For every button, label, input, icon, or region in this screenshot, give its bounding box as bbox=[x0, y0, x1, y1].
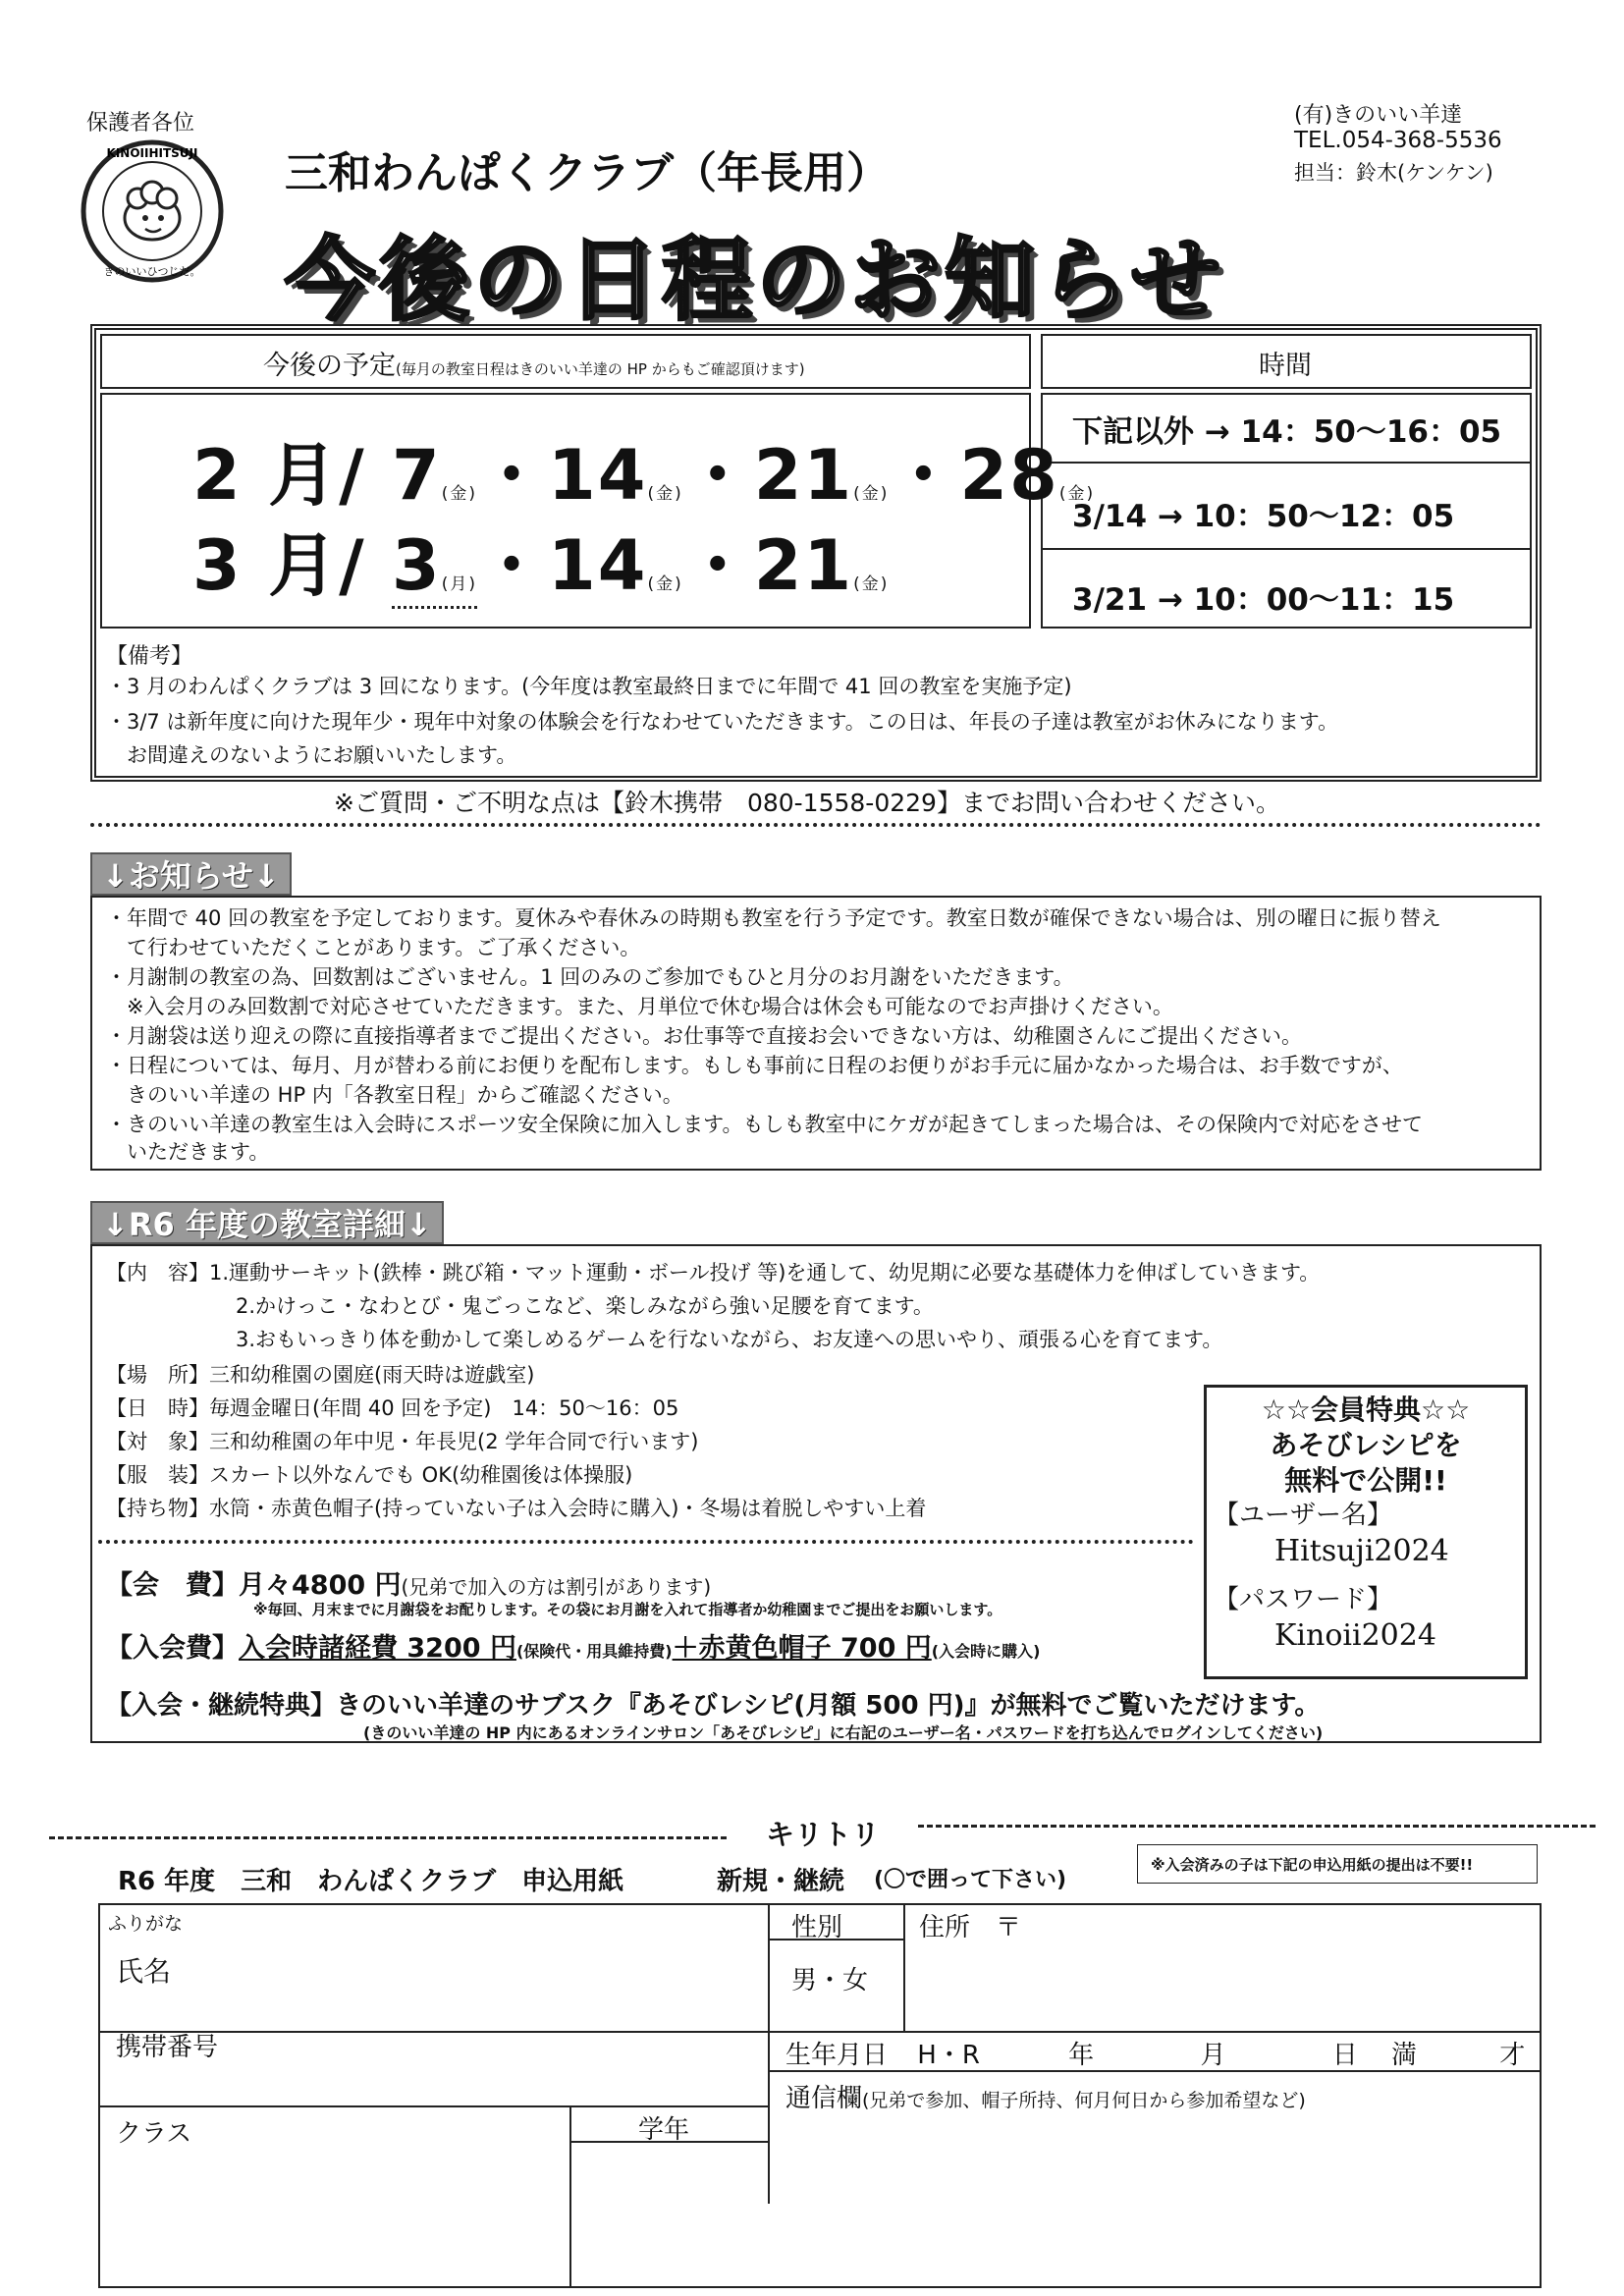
company-logo bbox=[79, 137, 226, 285]
entry-fee-row: 【入会費】入会時諸経費 3200 円(保険代・用具維持費)＋赤黄色帽子 700 円(入会時に購入) bbox=[106, 1633, 1041, 1664]
schedule-note: (毎月の教室日程はきのいい羊達の HP からもご確認頂けます) bbox=[396, 360, 805, 378]
content-line: 2.かけっこ・なわとび・鬼ごっこなど、楽しみながら強い足腰を育てます。 bbox=[236, 1294, 934, 1318]
contact-person: 担当：鈴木(ケンケン) bbox=[1294, 161, 1493, 185]
form-type: 新規・継続 bbox=[717, 1867, 845, 1896]
comm-note: (兄弟で参加、帽子所持、何月何日から参加希望など) bbox=[862, 2090, 1306, 2111]
sheep-logo-icon bbox=[79, 137, 226, 285]
content-label: 【内 容】 bbox=[106, 1261, 209, 1285]
notice-line: ・月謝袋は送り迎えの際に直接指導者までご提出ください。お仕事等で直接お会いできない方は、幼稚園さんにご提出ください。 bbox=[106, 1024, 1302, 1048]
notice-line: ・きのいい羊達の教室生は入会時にスポーツ安全保険に加入します。もしも教室中にケガが起きてしまった場合は、その保険内で対応をさせて bbox=[106, 1113, 1424, 1136]
time-default: 下記以外 → 14：50〜16：05 bbox=[1072, 414, 1502, 450]
address-field[interactable] bbox=[905, 1941, 1540, 2029]
remark-3: お間違えのないようにお願いいたします。 bbox=[106, 743, 517, 767]
member-line: あそびレシピを bbox=[1270, 1429, 1462, 1461]
member-line: ☆☆会員特典☆☆ bbox=[1261, 1394, 1471, 1426]
feb-month: 2 月/ bbox=[192, 435, 366, 516]
date-feb-7: 7(金) bbox=[392, 435, 478, 516]
notice-line: ・月謝制の教室の為、回数割はございません。1 回のみのご参加でもひと月分のお月謝をいただきます。 bbox=[106, 965, 1074, 989]
divider bbox=[90, 823, 1542, 827]
form-notice: ※入会済みの子は下記の申込用紙の提出は不要!! bbox=[1151, 1856, 1474, 1874]
date-mar-3: 3(月) bbox=[392, 525, 477, 609]
svg-text:KINOIIHITSUJI: KINOIIHITSUJI bbox=[106, 146, 198, 160]
cut-line-left bbox=[49, 1836, 727, 1839]
notice-line: ※入会月のみ回数割で対応させていただきます。また、月単位で休む場合は休会も可能なのでお声掛けください。 bbox=[106, 995, 1173, 1018]
content-line: 3.おもいっきり体を動かして楽しめるゲームを行ないながら、お友達への思いやり、頑張る心を育てます。 bbox=[236, 1328, 1223, 1351]
cut-label: キリトリ bbox=[766, 1818, 881, 1851]
address-label: 住所 〒 bbox=[919, 1913, 1022, 1942]
notice-line: ・日程については、毎月、月が替わる前にお便りを配布します。もしも事前に日程のお便りがお手元に届かなかった場合は、お手数ですが、 bbox=[106, 1054, 1403, 1077]
date-feb-14: 14(金) bbox=[548, 435, 683, 516]
class-label: クラス bbox=[116, 2119, 192, 2149]
date-mar-21: 21(金) bbox=[753, 525, 890, 606]
username-value: Hitsuji2024 bbox=[1274, 1534, 1449, 1568]
date-mar-14: 14(金) bbox=[548, 525, 683, 606]
member-line: 無料で公開!! bbox=[1284, 1464, 1447, 1497]
detail-row: 【服 装】スカート以外なんでも OK(幼稚園後は体操服) bbox=[106, 1463, 633, 1487]
comm-field[interactable] bbox=[770, 2111, 1540, 2286]
furigana-label: ふりがな bbox=[108, 1913, 184, 1935]
contact-note: ※ご質問・ご不明な点は【鈴木携帯 080-1558-0229】までお問い合わせください。 bbox=[334, 789, 1280, 817]
phone-label: 携帯番号 bbox=[116, 2033, 219, 2062]
notice-line: ・年間で 40 回の教室を予定しております。夏休みや春休みの時期も教室を行う予定です。教室日数が確保できない場合は、別の曜日に振り替え bbox=[106, 906, 1441, 930]
phone-field[interactable] bbox=[100, 2060, 764, 2104]
mar-month: 3 月/ bbox=[192, 525, 366, 606]
schedule-label: 今後の予定 bbox=[263, 351, 396, 381]
feb-dates: 2 月/ 7(金)・14(金)・21(金)・28(金) bbox=[192, 435, 1096, 516]
recipient: 保護者各位 bbox=[86, 111, 195, 136]
notice-line: て行わせていただくことがあります。ご了承ください。 bbox=[106, 936, 641, 959]
remarks-title: 【備考】 bbox=[106, 644, 193, 669]
password-label: 【パスワード】 bbox=[1214, 1585, 1393, 1614]
content-line: 1.運動サーキット(鉄棒・跳び箱・マット運動・ボール投げ 等)を通して、幼児期に必要な基礎体力を伸ばしていきます。 bbox=[209, 1261, 1321, 1285]
name-field[interactable] bbox=[100, 1937, 764, 2027]
form-type-note: (〇で囲って下さい) bbox=[874, 1868, 1067, 1892]
name-label: 氏名 bbox=[116, 1955, 172, 1988]
program-title: 三和わんぱくクラブ（年長用） bbox=[285, 148, 890, 198]
time-mar-14: 3/14 → 10：50〜12：05 bbox=[1072, 499, 1455, 534]
notice-line: きのいい羊達の HP 内「各教室日程」からご確認ください。 bbox=[106, 1083, 683, 1107]
svg-text:きのいいひつじだ。: きのいいひつじだ。 bbox=[103, 265, 201, 278]
company-name: (有)きのいい羊達 bbox=[1294, 103, 1463, 128]
date-feb-28: 28(金) bbox=[959, 435, 1096, 516]
date-feb-21: 21(金) bbox=[753, 435, 890, 516]
class-field[interactable] bbox=[100, 2145, 568, 2286]
cut-line-right bbox=[918, 1825, 1596, 1828]
details-heading: ↓R6 年度の教室詳細↓ bbox=[90, 1201, 444, 1244]
form-title: R6 年度 三和 わんぱくクラブ 申込用紙 bbox=[118, 1867, 624, 1896]
time-label: 時間 bbox=[1259, 351, 1312, 381]
comm-label: 通信欄 bbox=[785, 2084, 863, 2113]
gender-label: 性別 bbox=[791, 1913, 843, 1942]
bonus-note: (きのいい羊達の HP 内にあるオンラインサロン「あそびレシピ」に右記のユーザー名・パスワードを打ち込んでログインしてください) bbox=[363, 1723, 1324, 1742]
time-mar-21: 3/21 → 10：00〜11：15 bbox=[1072, 582, 1455, 618]
gender-select[interactable]: 男・女 bbox=[791, 1966, 869, 1995]
detail-row: 【場 所】三和幼稚園の園庭(雨天時は遊戯室) bbox=[106, 1363, 535, 1387]
detail-row: 【日 時】毎週金曜日(年間 40 回を予定) 14：50〜16：05 bbox=[106, 1396, 679, 1420]
bonus-row: 【入会・継続特典】きのいい羊達のサブスク『あそびレシピ(月額 500 円)』が無料でご覧いただけます。 bbox=[106, 1691, 1321, 1721]
detail-row: 【持ち物】水筒・赤黄色帽子(持っていない子は入会時に購入)・冬場は着脱しやすい上着 bbox=[106, 1497, 927, 1520]
detail-row: 【対 象】三和幼稚園の年中児・年長児(2 学年合同で行います) bbox=[106, 1430, 699, 1453]
birthdate-row[interactable]: 生年月日 H・R 年 月 日 満 才 bbox=[785, 2041, 1526, 2070]
birthdate-label: 生年月日 bbox=[785, 2041, 889, 2070]
username-label: 【ユーザー名】 bbox=[1214, 1501, 1393, 1530]
company-tel: TEL.054-368-5536 bbox=[1294, 128, 1502, 153]
fee-row: 【会 費】月々4800 円(兄弟で加入の方は割引があります) bbox=[106, 1570, 712, 1601]
remark-1: ・3 月のわんぱくクラブは 3 回になります。(今年度は教室最終日までに年間で 41 回の教室を実施予定) bbox=[106, 675, 1072, 698]
grade-field[interactable] bbox=[571, 2145, 766, 2286]
mar-dates: 3 月/ 3(月)・14(金)・21(金) bbox=[192, 511, 889, 610]
notice-line: いただきます。 bbox=[106, 1140, 270, 1164]
remark-2: ・3/7 は新年度に向けた現年少・現年中対象の体験会を行なわせていただきます。この日は、年長の子達は教室がお休みになります。 bbox=[106, 710, 1339, 734]
notice-heading: ↓お知らせ↓ bbox=[90, 852, 292, 896]
fee-subnote: ※毎回、月末までに月謝袋をお配りします。その袋にお月謝を入れて指導者か幼稚園までご提出をお願いします。 bbox=[253, 1601, 1002, 1618]
page-title: 今後の日程のお知らせ bbox=[285, 228, 1225, 333]
password-value: Kinoii2024 bbox=[1274, 1618, 1436, 1653]
grade-label: 学年 bbox=[638, 2115, 690, 2145]
